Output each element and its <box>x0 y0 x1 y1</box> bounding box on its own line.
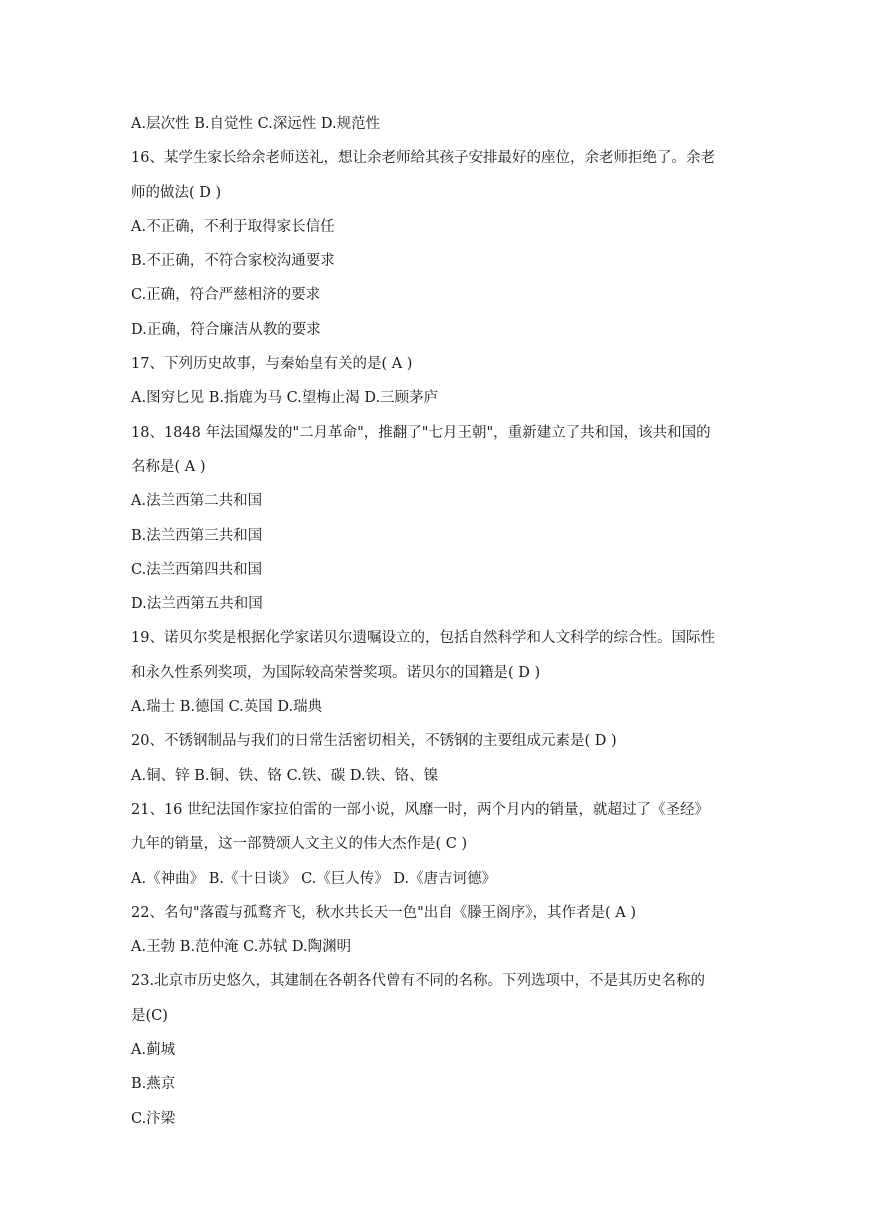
q21-stem-line2: 九年的销量，这一部赞颂人文主义的伟大杰作是( C ) <box>131 836 468 853</box>
q20-stem: 20、不锈钢制品与我们的日常生活密切相关，不锈钢的主要组成元素是( D ) <box>131 733 617 750</box>
q16-option-c: C.正确，符合严慈相济的要求 <box>131 287 321 304</box>
q16-option-b: B.不正确，不符合家校沟通要求 <box>131 253 335 270</box>
q18-option-d: D.法兰西第五共和国 <box>131 596 263 613</box>
q18-stem-line1: 18、1848 年法国爆发的"二月革命"，推翻了"七月王朝"，重新建立了共和国，该共和国的 <box>131 424 711 441</box>
q16-option-a: A.不正确，不利于取得家长信任 <box>131 218 335 235</box>
q17-options: A.图穷匕见 B.指鹿为马 C.望梅止渴 D.三顾茅庐 <box>131 390 439 407</box>
q23-option-a: A.蓟城 <box>131 1042 176 1059</box>
document-page <box>131 107 741 1136</box>
q18-option-c: C.法兰西第四共和国 <box>131 561 263 578</box>
q23-stem-line2: 是(C) <box>131 1007 168 1024</box>
q23-stem-line1: 23.北京市历史悠久，其建制在各朝各代曾有不同的名称。下列选项中，不是其历史名称的 <box>131 973 706 990</box>
q19-stem-line2: 和永久性系列奖项，为国际较高荣誉奖项。诺贝尔的国籍是( D ) <box>131 664 541 681</box>
q15-options: A.层次性 B.自觉性 C.深远性 D.规范性 <box>131 116 381 132</box>
q21-options: A.《神曲》 B.《十日谈》 C.《巨人传》 D.《唐吉诃德》 <box>131 870 497 887</box>
q20-options: A.铜、锌 B.铜、铁、铬 C.铁、碳 D.铁、铬、镍 <box>131 767 439 784</box>
q18-stem-line2: 名称是( A ) <box>131 458 206 475</box>
q22-stem: 22、名句"落霞与孤鹜齐飞，秋水共长天一色"出自《滕王阁序》，其作者是( A ) <box>131 904 637 921</box>
q16-stem-line1: 16、某学生家长给余老师送礼，想让余老师给其孩子安排最好的座位，余老师拒绝了。余老 <box>131 150 715 167</box>
q16-option-d: D.正确，符合廉洁从教的要求 <box>131 321 321 338</box>
q17-stem: 17、下列历史故事，与秦始皇有关的是( A ) <box>131 356 413 373</box>
q18-option-a: A.法兰西第二共和国 <box>131 493 263 510</box>
q19-stem-line1: 19、诺贝尔奖是根据化学家诺贝尔遗嘱设立的，包括自然科学和人文科学的综合性。国际性 <box>131 630 715 647</box>
q18-option-b: B.法兰西第三共和国 <box>131 527 263 544</box>
q22-options: A.王勃 B.范仲淹 C.苏轼 D.陶渊明 <box>131 939 352 956</box>
q19-options: A.瑞士 B.德国 C.英国 D.瑞典 <box>131 699 323 716</box>
q16-stem-line2: 师的做法( D ) <box>131 184 222 201</box>
q21-stem-line1: 21、16 世纪法国作家拉伯雷的一部小说，风靡一时，两个月内的销量，就超过了《圣经》 <box>131 801 710 818</box>
q23-option-b: B.燕京 <box>131 1076 176 1093</box>
q23-option-c: C.汴梁 <box>131 1110 176 1127</box>
